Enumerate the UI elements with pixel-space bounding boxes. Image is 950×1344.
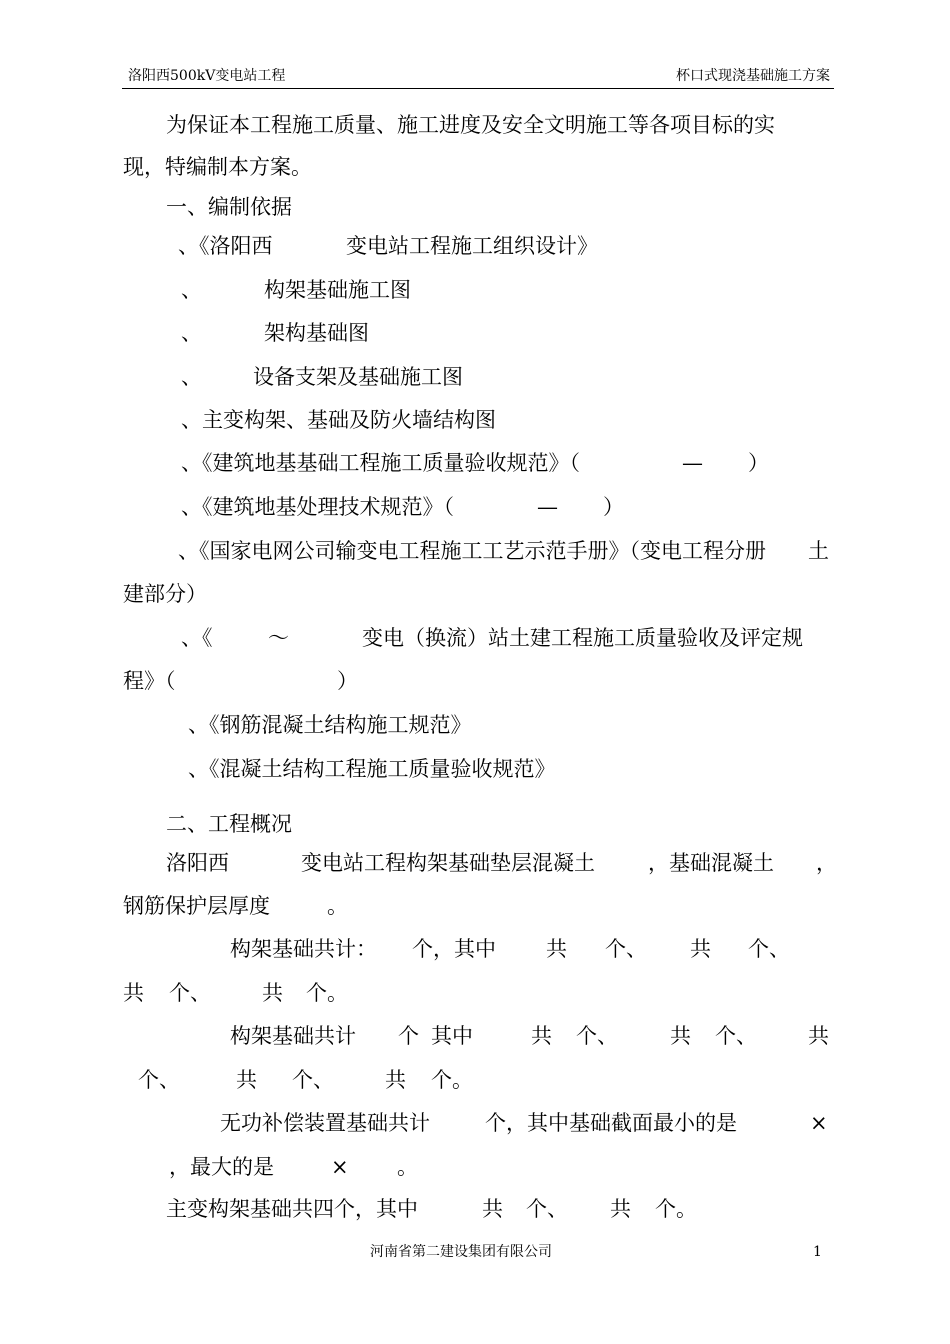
section-title-overview: 二、工程概况 [166,812,292,836]
count-text: 个、 [715,1024,757,1048]
basis-item-2a: 、 [181,278,202,302]
overview-text-2: 变电站工程构架基础垫层混凝土 [301,851,595,875]
count-text: 构架基础共计： [230,937,377,961]
count-text: 共 [531,1024,552,1048]
count-text: × [810,1111,828,1135]
count-text: 其中 [431,1024,473,1048]
basis-item-9a: 、《 [181,626,213,650]
count-text: 共 [123,981,144,1005]
count-text: 个。 [306,981,348,1005]
basis-item-1b: 变电站工程施工组织设计》 [346,234,598,258]
basis-item-2b: 构架基础施工图 [264,278,411,302]
basis-item-10: 、《钢筋混凝土结构施工规范》 [188,713,472,737]
count-text: 共 [546,937,567,961]
count-text: 共 [610,1197,631,1221]
basis-item-4a: 、 [181,365,202,389]
count-text: 共 [236,1068,257,1092]
overview-text-3: ，基础混凝土 [648,851,774,875]
overview-text-6: 。 [327,894,348,918]
count-text: ，最大的是 [169,1155,274,1179]
basis-item-7b: — [537,495,558,519]
basis-item-6b: — [682,451,703,475]
count-text: 共 [482,1197,503,1221]
page-number: 1 [813,1244,822,1260]
count-text: 个、 [169,981,211,1005]
count-text: 共 [385,1068,406,1092]
basis-item-8a: 、《国家电网公司输变电工程施工工艺示范手册》（变电工程分册 [178,539,766,563]
count-text: 个，其中基础截面最小的是 [485,1111,737,1135]
count-text: 个、 [138,1068,180,1092]
count-text: 无功补偿装置基础共计 [220,1111,430,1135]
count-text: 个，其中 [412,937,496,961]
intro-line-1: 为保证本工程施工质量、施工进度及安全文明施工等各项目标的实 [166,113,775,137]
count-text: 共 [808,1024,829,1048]
count-text: 个 [398,1024,419,1048]
basis-item-6a: 、《建筑地基基础工程施工质量验收规范》（ [181,451,580,475]
overview-text-1: 洛阳西 [166,851,229,875]
basis-item-9b: ～ [268,626,289,650]
count-text: 个、 [748,937,790,961]
basis-item-4b: 设备支架及基础施工图 [253,365,463,389]
basis-item-6c: ） [748,451,769,475]
basis-item-9d: 程》（ [123,669,176,693]
basis-item-11: 、《混凝土结构工程施工质量验收规范》 [188,757,556,781]
basis-item-7c: ） [603,495,624,519]
count-text: 主变构架基础共四个，其中 [166,1197,418,1221]
overview-text-5: 钢筋保护层厚度 [123,894,270,918]
basis-item-3b: 架构基础图 [264,321,369,345]
count-text: 个。 [655,1197,697,1221]
count-text: × [331,1155,349,1179]
count-text: 共 [262,981,283,1005]
overview-text-4: ， [816,851,837,875]
count-text: 构架基础共计 [230,1024,356,1048]
basis-item-8b: 土 [808,539,829,563]
intro-line-2: 现，特编制本方案。 [123,155,312,179]
count-text: 个。 [431,1068,473,1092]
count-text: 个、 [576,1024,618,1048]
basis-item-9c: 变电（换流）站土建工程施工质量验收及评定规 [362,626,803,650]
footer-company: 河南省第二建设集团有限公司 [370,1244,552,1260]
section-title-basis: 一、编制依据 [166,195,292,219]
count-text: 共 [670,1024,691,1048]
count-text: 个、 [526,1197,568,1221]
basis-item-8c: 建部分） [123,582,207,606]
header-project-name: 洛阳西500kV变电站工程 [128,68,286,84]
count-text: 个、 [292,1068,334,1092]
count-text: 共 [690,937,711,961]
header-rule [122,88,834,89]
basis-item-1a: 、《洛阳西 [178,234,273,258]
header-document-title: 杯口式现浇基础施工方案 [676,68,830,84]
basis-item-9e: ） [337,669,358,693]
basis-item-7a: 、《建筑地基处理技术规范》（ [181,495,454,519]
basis-item-5: 、主变构架、基础及防火墙结构图 [181,408,496,432]
basis-item-3a: 、 [181,321,202,345]
count-text: 。 [397,1155,418,1179]
count-text: 个、 [605,937,647,961]
